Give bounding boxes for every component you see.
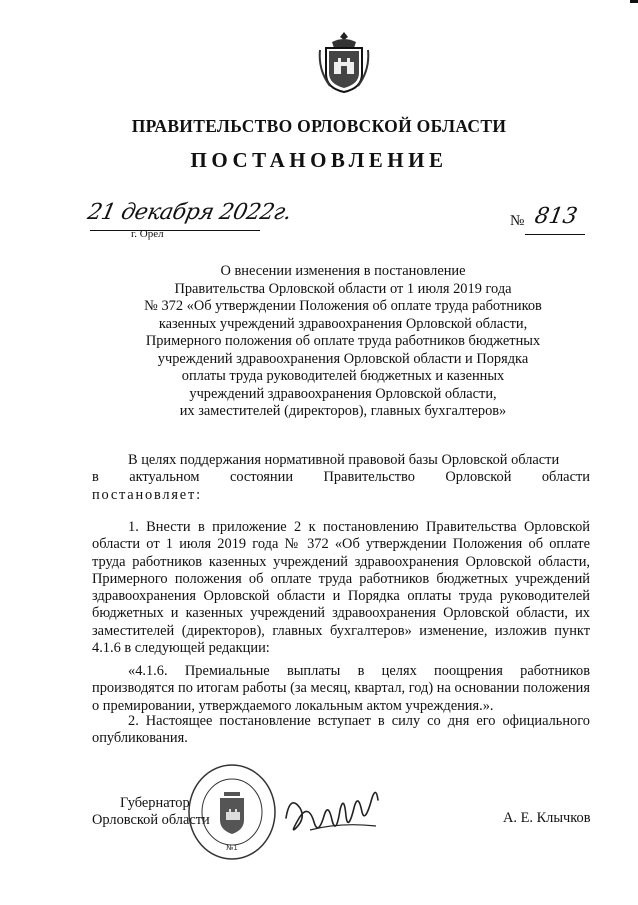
preamble-paragraph xyxy=(92,452,590,504)
preamble-line: В целях поддержания нормативной правовой базы Орловской области xyxy=(128,452,560,468)
preamble-resolves: постановляет: xyxy=(92,486,202,503)
number-label: № xyxy=(510,213,525,229)
preamble-word: области xyxy=(541,469,590,486)
subject-line: Примерного положения об оплате труда работников бюджетных xyxy=(145,333,541,349)
preamble-word: Орловской xyxy=(445,469,512,486)
item-1-quote-paragraph: «4.1.6. Премиальные выплаты в целях поощрения работников производятся по итогам работы (за месяц, квартал, год) на основании положения о премировании, утверждаемого локальным актом учреждения.». xyxy=(92,663,590,714)
subject-line: О внесении изменения в постановление xyxy=(220,263,466,279)
date-underline xyxy=(90,230,260,231)
subject-line: их заместителей (директоров), главных бухгалтеров» xyxy=(179,403,507,419)
coat-of-arms-emblem xyxy=(318,30,370,94)
document-subject xyxy=(100,263,586,421)
subject-line: казенных учреждений здравоохранения Орловской области, xyxy=(158,315,528,332)
city-label: г. Орёл xyxy=(131,228,164,240)
item-1-paragraph: 1. Внести в приложение 2 к постановлению Правительства Орловской области от 1 июля 2019 года № 372 «Об утверждении Положения об оплате труда работников казенных учреждений здравоохранения Орловской области, Примерного положения об оплате труда работников бюджетных учреждений здравоохранения Орловской области и Порядка оплаты труда руководителей бюджетных и казенных учреждений здравоохранения Орловской области, их заместителей (директоров), главных бухгалтеров» изменение, изложив пункт 4.1.6 в следующей редакции: xyxy=(92,519,590,657)
preamble-word: в xyxy=(92,469,99,486)
preamble-line xyxy=(92,469,590,486)
subject-line: учреждений здравоохранения Орловской области, xyxy=(189,385,497,402)
handwritten-signature xyxy=(280,778,390,848)
signatory-name: А. Е. Клычков xyxy=(503,810,591,826)
corner-mark xyxy=(630,0,638,3)
subject-line: № 372 «Об утверждении Положения об оплате труда работников xyxy=(144,298,542,314)
handwritten-date: 21 декабря 2022г. xyxy=(85,200,294,225)
subject-line: учреждений здравоохранения Орловской области и Порядка xyxy=(157,350,529,367)
official-seal xyxy=(186,762,278,862)
signatory-title-line1: Губернатор xyxy=(120,795,190,811)
subject-line: Правительства Орловской области от 1 июля 2019 года xyxy=(174,280,512,297)
svg-text:№1: №1 xyxy=(226,844,238,852)
preamble-word: Правительство xyxy=(323,469,415,486)
handwritten-number: 813 xyxy=(532,204,580,229)
item-2-paragraph: 2. Настоящее постановление вступает в силу со дня его официального опубликования. xyxy=(92,713,590,747)
signatory-title-line2: Орловской области xyxy=(92,812,210,828)
number-underline xyxy=(525,234,585,235)
organization-title: ПРАВИТЕЛЬСТВО ОРЛОВСКОЙ ОБЛАСТИ xyxy=(131,116,507,136)
preamble-word: актуальном xyxy=(129,469,200,486)
preamble-word: состоянии xyxy=(229,469,294,486)
document-type-title: ПОСТАНОВЛЕНИЕ xyxy=(190,148,448,172)
subject-line: оплаты труда руководителей бюджетных и казенных xyxy=(181,368,505,384)
